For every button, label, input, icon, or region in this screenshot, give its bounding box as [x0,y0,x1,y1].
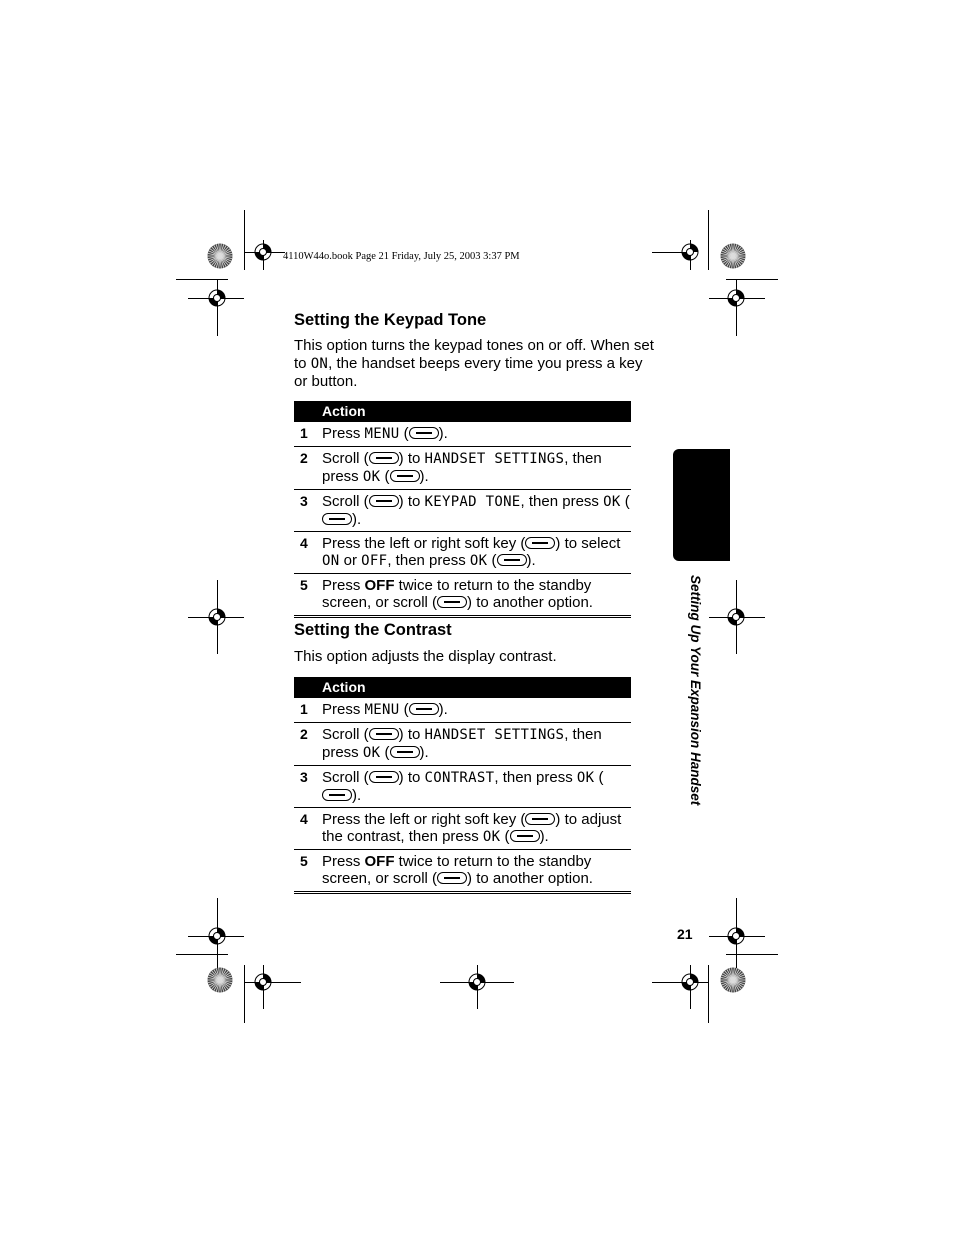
scroll-key-icon [369,728,399,740]
scroll-key-icon [437,872,467,884]
step-text-run: Scroll ( [322,726,369,743]
soft-key-icon [409,427,439,439]
crop-mark-line [244,965,245,1023]
step-text-run: Scroll ( [322,769,369,786]
step-text [322,698,631,723]
crop-mark-line [176,279,228,280]
step-number: 5 [294,850,322,893]
scroll-key-icon [369,452,399,464]
step-text [322,808,631,850]
crop-mark-line [726,954,778,955]
registration-target-icon [725,925,747,947]
display-text: OK [362,745,381,761]
crop-mark-line [726,279,778,280]
step-text-run: ). [539,828,549,845]
step-text-run: Press the left or right soft key ( [322,811,526,828]
step-text [322,490,631,532]
registration-target-icon [206,606,228,628]
step-number: 2 [294,447,322,490]
section-title-keypad-tone: Setting the Keypad Tone [294,311,487,329]
step-number: 4 [294,808,322,850]
step-text-run: ) to [398,769,425,786]
chapter-side-title: Setting Up Your Expansion Handset [688,575,703,806]
step-row [294,723,631,766]
step-text-run: Scroll ( [322,493,369,510]
display-text: KEYPAD TONE [424,494,521,510]
step-row [294,808,631,850]
registration-target-icon [206,925,228,947]
step-text-run: ( [399,701,409,718]
display-text: OFF [361,553,388,569]
display-text: MENU [364,426,400,442]
display-text: MENU [364,702,400,718]
step-text [322,422,631,447]
registration-starburst-icon [720,243,746,269]
step-text [322,766,631,808]
step-text-run: ). [438,701,448,718]
step-text-run: Press the left or right soft key ( [322,535,526,552]
soft-key-icon [390,470,420,482]
keypad-tone-steps [294,422,631,617]
display-text: OK [362,469,381,485]
step-text-run: ) to select [555,535,621,552]
crop-mark-line [708,210,709,270]
contrast-steps [294,698,631,893]
step-text-run: twice to return to the standby screen, or scroll ( [322,577,592,611]
step-text-run: Press [322,425,365,442]
step-text [322,532,631,574]
soft-key-icon [322,513,352,525]
step-text-run: ( [620,493,630,510]
step-row [294,698,631,723]
step-text-run: ). [352,511,362,528]
step-text-run: Press [322,853,365,870]
step-number: 5 [294,574,322,617]
book-page-stamp: 4110W44o.book Page 21 Friday, July 25, 2003 3:37 PM [283,251,520,262]
step-text-run: , then press [520,493,604,510]
key-name: OFF [364,577,395,594]
step-text-run: ) to [398,726,425,743]
display-text: OK [603,494,621,510]
action-column-header: Action [294,401,631,422]
registration-target-icon [206,287,228,309]
step-text-run: or [339,552,362,569]
step-text-run: , then press [494,769,577,786]
step-text-run: ( [500,828,510,845]
step-text-run: , then press [322,450,602,485]
registration-target-icon [252,971,274,993]
step-text-run: ( [380,468,390,485]
step-text-run: ). [352,787,362,804]
display-text: HANDSET SETTINGS [424,727,565,743]
registration-starburst-icon [207,967,233,993]
step-text-run: ). [419,744,429,761]
step-text-run: ) to adjust the contrast, then press [322,811,622,845]
step-row [294,766,631,808]
step-text-run: ( [399,425,409,442]
crop-mark-line [176,954,228,955]
step-row [294,850,631,893]
intro-code: ON [310,355,329,372]
chapter-side-tab [673,449,730,561]
step-text-run: ). [526,552,536,569]
section-intro-contrast [294,648,654,666]
step-number: 3 [294,766,322,808]
step-number: 1 [294,698,322,723]
soft-key-icon [497,554,527,566]
step-number: 4 [294,532,322,574]
display-text: OK [469,553,488,569]
step-text-run: ) to another option. [467,870,593,887]
step-text-run: ( [594,769,604,786]
display-text: OK [576,770,595,786]
soft-key-icon [525,813,555,825]
step-text-run: ) to [398,493,425,510]
registration-target-icon [252,241,274,263]
soft-key-icon [409,703,439,715]
crop-mark-line [708,965,709,1023]
soft-key-icon [510,830,540,842]
action-column-header: Action [294,677,631,698]
display-text: ON [322,553,340,569]
section-title-contrast: Setting the Contrast [294,621,452,639]
registration-target-icon [679,241,701,263]
registration-starburst-icon [207,243,233,269]
registration-target-icon [725,606,747,628]
registration-starburst-icon [720,967,746,993]
intro-text: This option turns the keypad tones on or off. When set to [294,337,654,372]
registration-target-icon [466,971,488,993]
step-text [322,850,631,893]
scroll-key-icon [437,596,467,608]
keypad-tone-action-table [294,401,631,618]
section-intro-keypad-tone [294,337,654,391]
step-text-run: , then press [387,552,470,569]
step-text-run: ) to [398,450,425,467]
soft-key-icon [525,537,555,549]
step-text-run: ( [487,552,497,569]
display-text: HANDSET SETTINGS [424,451,565,467]
soft-key-icon [322,789,352,801]
crop-mark-line [244,210,245,270]
soft-key-icon [390,746,420,758]
display-text: OK [482,829,501,845]
step-row [294,532,631,574]
step-row [294,490,631,532]
step-text-run: ( [380,744,390,761]
registration-target-icon [679,971,701,993]
step-row [294,447,631,490]
step-text-run: twice to return to the standby screen, or scroll ( [322,853,592,887]
step-text-run: ). [438,425,448,442]
registration-target-icon [725,287,747,309]
step-text-run: ) to another option. [467,594,593,611]
page-number: 21 [677,926,693,942]
contrast-action-table [294,677,631,894]
step-number: 3 [294,490,322,532]
step-text [322,723,631,766]
step-text [322,447,631,490]
step-number: 2 [294,723,322,766]
step-text-run: Press [322,701,365,718]
step-row [294,574,631,617]
scroll-key-icon [369,771,399,783]
step-text-run: Scroll ( [322,450,369,467]
intro-text: , the handset beeps every time you press a key or button. [294,354,643,390]
display-text: CONTRAST [424,770,495,786]
intro-text: This option adjusts the display contrast. [294,648,557,665]
step-text-run: Press [322,577,365,594]
step-number: 1 [294,422,322,447]
key-name: OFF [364,853,395,870]
scroll-key-icon [369,495,399,507]
step-text-run: , then press [322,726,602,761]
step-text-run: ). [419,468,429,485]
step-text [322,574,631,617]
step-row [294,422,631,447]
